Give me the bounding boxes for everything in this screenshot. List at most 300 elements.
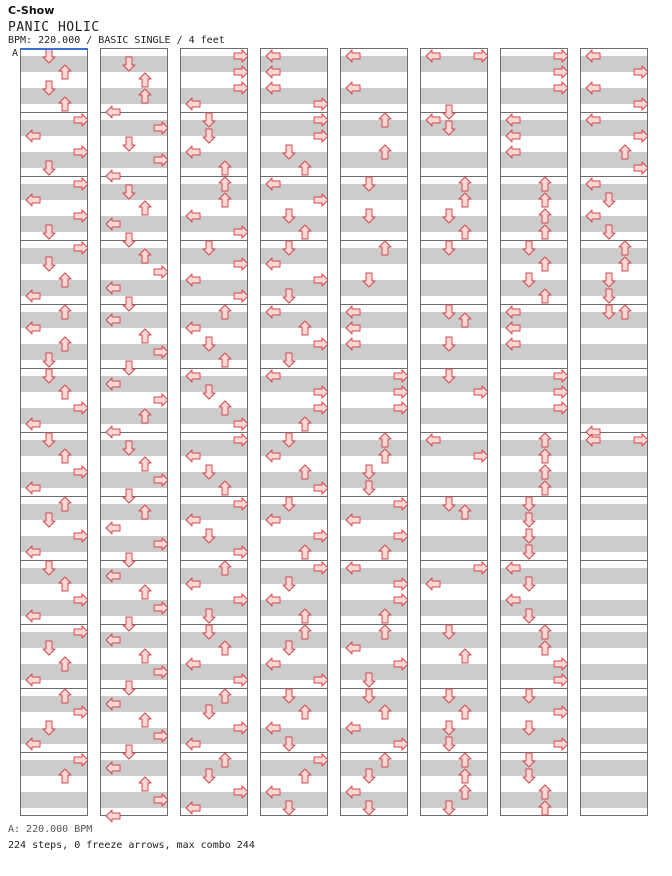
beat-band	[581, 632, 647, 648]
arrow-right-icon	[73, 464, 89, 480]
beat-band	[421, 536, 487, 552]
chart-column	[420, 48, 488, 816]
arrow-up-icon	[537, 224, 553, 240]
arrow-left-icon	[185, 96, 201, 112]
arrow-right-icon	[313, 752, 329, 768]
arrow-up-icon	[377, 448, 393, 464]
arrow-down-icon	[281, 208, 297, 224]
arrow-down-icon	[281, 144, 297, 160]
arrow-down-icon	[201, 128, 217, 144]
arrow-down-icon	[601, 192, 617, 208]
arrow-right-icon	[633, 160, 649, 176]
column-bottom-line	[581, 815, 647, 816]
arrow-up-icon	[297, 160, 313, 176]
arrow-right-icon	[313, 272, 329, 288]
arrow-left-icon	[265, 512, 281, 528]
arrow-right-icon	[553, 80, 569, 96]
arrow-up-icon	[617, 256, 633, 272]
arrow-right-icon	[153, 728, 169, 744]
arrow-down-icon	[121, 296, 137, 312]
arrow-right-icon	[313, 128, 329, 144]
beat-band	[341, 152, 407, 168]
arrow-up-icon	[57, 688, 73, 704]
arrow-down-icon	[521, 768, 537, 784]
site-title: C-Show	[8, 4, 55, 17]
arrow-down-icon	[201, 528, 217, 544]
arrow-down-icon	[41, 352, 57, 368]
arrow-up-icon	[217, 752, 233, 768]
arrow-left-icon	[25, 736, 41, 752]
arrow-down-icon	[441, 800, 457, 816]
beat-band	[421, 152, 487, 168]
arrow-left-icon	[505, 304, 521, 320]
arrow-right-icon	[153, 472, 169, 488]
arrow-down-icon	[521, 608, 537, 624]
arrow-right-icon	[393, 528, 409, 544]
arrow-down-icon	[201, 464, 217, 480]
arrow-right-icon	[313, 192, 329, 208]
arrow-right-icon	[553, 64, 569, 80]
arrow-down-icon	[441, 496, 457, 512]
arrow-down-icon	[281, 288, 297, 304]
arrow-right-icon	[393, 736, 409, 752]
arrow-up-icon	[297, 704, 313, 720]
arrow-down-icon	[601, 288, 617, 304]
arrow-left-icon	[105, 216, 121, 232]
arrow-up-icon	[57, 576, 73, 592]
measure-line	[181, 560, 247, 561]
arrow-up-icon	[137, 200, 153, 216]
arrow-up-icon	[457, 704, 473, 720]
arrow-down-icon	[521, 240, 537, 256]
arrow-up-icon	[297, 544, 313, 560]
arrow-down-icon	[281, 736, 297, 752]
arrow-left-icon	[105, 104, 121, 120]
arrow-down-icon	[361, 208, 377, 224]
arrow-left-icon	[105, 424, 121, 440]
arrow-left-icon	[185, 448, 201, 464]
arrow-left-icon	[185, 208, 201, 224]
arrow-left-icon	[345, 512, 361, 528]
arrow-up-icon	[537, 464, 553, 480]
arrow-left-icon	[185, 656, 201, 672]
beat-band	[421, 472, 487, 488]
beat-band	[181, 184, 247, 200]
arrow-up-icon	[537, 784, 553, 800]
arrow-right-icon	[233, 80, 249, 96]
arrow-up-icon	[537, 176, 553, 192]
arrow-up-icon	[377, 608, 393, 624]
measure-line	[21, 496, 87, 497]
arrow-right-icon	[313, 400, 329, 416]
beat-band	[21, 792, 87, 808]
arrow-left-icon	[25, 320, 41, 336]
measure-line	[501, 176, 567, 177]
arrow-left-icon	[265, 176, 281, 192]
beat-band	[101, 88, 167, 104]
arrow-right-icon	[233, 784, 249, 800]
arrow-up-icon	[297, 224, 313, 240]
bpm-change-line	[20, 48, 88, 50]
arrow-down-icon	[521, 544, 537, 560]
arrow-right-icon	[73, 704, 89, 720]
arrow-down-icon	[521, 752, 537, 768]
beat-band	[501, 216, 567, 232]
arrow-left-icon	[25, 672, 41, 688]
arrow-up-icon	[137, 456, 153, 472]
arrow-left-icon	[345, 304, 361, 320]
arrow-down-icon	[521, 272, 537, 288]
arrow-right-icon	[313, 480, 329, 496]
arrow-left-icon	[185, 576, 201, 592]
beat-band	[421, 280, 487, 296]
measure-line	[581, 240, 647, 241]
arrow-down-icon	[121, 184, 137, 200]
arrow-down-icon	[361, 272, 377, 288]
arrow-down-icon	[121, 136, 137, 152]
arrow-up-icon	[377, 624, 393, 640]
arrow-up-icon	[377, 240, 393, 256]
arrow-up-icon	[377, 704, 393, 720]
arrow-left-icon	[265, 592, 281, 608]
arrow-up-icon	[297, 608, 313, 624]
arrow-left-icon	[345, 640, 361, 656]
arrow-left-icon	[425, 112, 441, 128]
arrow-up-icon	[137, 504, 153, 520]
measure-line	[581, 368, 647, 369]
arrow-up-icon	[57, 448, 73, 464]
arrow-up-icon	[137, 88, 153, 104]
arrow-left-icon	[265, 720, 281, 736]
measure-line	[181, 176, 247, 177]
arrow-up-icon	[537, 208, 553, 224]
arrow-down-icon	[41, 80, 57, 96]
arrow-right-icon	[473, 48, 489, 64]
arrow-right-icon	[553, 48, 569, 64]
arrow-down-icon	[361, 464, 377, 480]
arrow-right-icon	[233, 416, 249, 432]
chart-info: BPM: 220.000 / BASIC SINGLE / 4 feet	[8, 35, 225, 46]
measure-line	[421, 176, 487, 177]
arrow-up-icon	[457, 784, 473, 800]
arrow-right-icon	[633, 432, 649, 448]
arrow-down-icon	[281, 576, 297, 592]
arrow-down-icon	[441, 208, 457, 224]
arrow-right-icon	[153, 264, 169, 280]
arrow-right-icon	[233, 432, 249, 448]
arrow-down-icon	[121, 552, 137, 568]
arrow-up-icon	[137, 408, 153, 424]
measure-line	[341, 432, 407, 433]
arrow-left-icon	[25, 416, 41, 432]
arrow-right-icon	[73, 400, 89, 416]
arrow-left-icon	[185, 272, 201, 288]
arrow-right-icon	[153, 536, 169, 552]
arrow-left-icon	[265, 64, 281, 80]
chart-column	[260, 48, 328, 816]
beat-band	[581, 568, 647, 584]
arrow-right-icon	[73, 176, 89, 192]
arrow-down-icon	[361, 688, 377, 704]
arrow-up-icon	[537, 192, 553, 208]
arrow-up-icon	[57, 384, 73, 400]
arrow-up-icon	[137, 72, 153, 88]
beat-band	[581, 376, 647, 392]
beat-band	[101, 248, 167, 264]
song-title: PANIC HOLIC	[8, 20, 100, 35]
chart-column	[340, 48, 408, 816]
arrow-right-icon	[393, 400, 409, 416]
arrow-up-icon	[457, 176, 473, 192]
arrow-up-icon	[137, 584, 153, 600]
measure-line	[581, 752, 647, 753]
column-bottom-line	[21, 815, 87, 816]
arrow-right-icon	[393, 496, 409, 512]
beat-band	[101, 504, 167, 520]
arrow-right-icon	[473, 560, 489, 576]
beat-band	[581, 472, 647, 488]
arrow-up-icon	[457, 648, 473, 664]
arrow-left-icon	[585, 432, 601, 448]
arrow-right-icon	[153, 344, 169, 360]
arrow-left-icon	[105, 168, 121, 184]
arrow-down-icon	[281, 352, 297, 368]
beat-band	[501, 184, 567, 200]
arrow-left-icon	[265, 656, 281, 672]
arrow-left-icon	[585, 112, 601, 128]
measure-line	[21, 304, 87, 305]
measure-line	[581, 560, 647, 561]
arrow-left-icon	[185, 320, 201, 336]
beat-band	[581, 600, 647, 616]
arrow-up-icon	[297, 320, 313, 336]
arrow-left-icon	[25, 544, 41, 560]
arrow-left-icon	[345, 80, 361, 96]
arrow-down-icon	[281, 800, 297, 816]
arrow-right-icon	[313, 528, 329, 544]
arrow-right-icon	[553, 736, 569, 752]
arrow-right-icon	[73, 112, 89, 128]
chart-column	[20, 48, 88, 816]
arrow-up-icon	[297, 624, 313, 640]
arrow-left-icon	[505, 112, 521, 128]
arrow-down-icon	[601, 304, 617, 320]
arrow-down-icon	[521, 528, 537, 544]
arrow-down-icon	[121, 232, 137, 248]
arrow-right-icon	[313, 560, 329, 576]
arrow-right-icon	[553, 384, 569, 400]
arrow-up-icon	[297, 416, 313, 432]
beat-band	[581, 664, 647, 680]
arrow-up-icon	[617, 304, 633, 320]
arrow-right-icon	[313, 384, 329, 400]
arrow-left-icon	[505, 560, 521, 576]
arrow-right-icon	[73, 208, 89, 224]
arrow-down-icon	[201, 336, 217, 352]
beat-band	[341, 248, 407, 264]
arrow-right-icon	[313, 96, 329, 112]
arrow-left-icon	[25, 288, 41, 304]
arrow-up-icon	[217, 688, 233, 704]
arrow-up-icon	[457, 224, 473, 240]
arrow-left-icon	[265, 368, 281, 384]
arrow-down-icon	[441, 368, 457, 384]
arrow-right-icon	[73, 240, 89, 256]
arrow-right-icon	[233, 48, 249, 64]
arrow-left-icon	[105, 312, 121, 328]
arrow-down-icon	[121, 616, 137, 632]
column-bottom-line	[501, 815, 567, 816]
arrow-left-icon	[425, 576, 441, 592]
arrow-down-icon	[201, 704, 217, 720]
arrow-up-icon	[137, 648, 153, 664]
beat-band	[581, 408, 647, 424]
arrow-up-icon	[457, 192, 473, 208]
arrow-down-icon	[121, 360, 137, 376]
arrow-left-icon	[345, 784, 361, 800]
measure-line	[341, 112, 407, 113]
arrow-down-icon	[121, 488, 137, 504]
arrow-right-icon	[233, 288, 249, 304]
arrow-up-icon	[297, 768, 313, 784]
footer-stats: 224 steps, 0 freeze arrows, max combo 244	[8, 840, 255, 851]
arrow-down-icon	[121, 56, 137, 72]
arrow-right-icon	[73, 528, 89, 544]
arrow-up-icon	[537, 800, 553, 816]
arrow-down-icon	[41, 432, 57, 448]
arrow-down-icon	[521, 496, 537, 512]
arrow-right-icon	[153, 600, 169, 616]
arrow-up-icon	[217, 400, 233, 416]
arrow-right-icon	[153, 120, 169, 136]
arrow-left-icon	[105, 632, 121, 648]
arrow-left-icon	[185, 368, 201, 384]
bpm-marker: A	[12, 48, 19, 59]
arrow-up-icon	[217, 640, 233, 656]
beat-band	[581, 536, 647, 552]
arrow-left-icon	[505, 128, 521, 144]
arrow-right-icon	[233, 672, 249, 688]
arrow-right-icon	[153, 392, 169, 408]
beat-band	[421, 760, 487, 776]
measure-line	[581, 496, 647, 497]
beat-band	[581, 248, 647, 264]
arrow-right-icon	[633, 96, 649, 112]
measure-line	[581, 688, 647, 689]
arrow-left-icon	[585, 48, 601, 64]
arrow-left-icon	[585, 176, 601, 192]
arrow-up-icon	[377, 432, 393, 448]
beat-band	[501, 632, 567, 648]
arrow-down-icon	[441, 688, 457, 704]
arrow-down-icon	[41, 256, 57, 272]
arrow-left-icon	[25, 192, 41, 208]
arrow-left-icon	[105, 376, 121, 392]
arrow-left-icon	[25, 608, 41, 624]
arrow-right-icon	[153, 792, 169, 808]
arrow-down-icon	[521, 720, 537, 736]
arrow-down-icon	[281, 240, 297, 256]
arrow-right-icon	[393, 384, 409, 400]
arrow-down-icon	[281, 496, 297, 512]
arrow-left-icon	[185, 736, 201, 752]
arrow-up-icon	[137, 328, 153, 344]
arrow-left-icon	[345, 336, 361, 352]
measure-line	[341, 752, 407, 753]
arrow-down-icon	[441, 240, 457, 256]
arrow-down-icon	[441, 120, 457, 136]
arrow-right-icon	[393, 368, 409, 384]
arrow-down-icon	[201, 608, 217, 624]
arrow-down-icon	[41, 720, 57, 736]
arrow-right-icon	[553, 672, 569, 688]
arrow-right-icon	[313, 112, 329, 128]
beat-band	[581, 696, 647, 712]
arrow-down-icon	[41, 224, 57, 240]
arrow-down-icon	[201, 384, 217, 400]
measure-line	[501, 432, 567, 433]
arrow-up-icon	[137, 712, 153, 728]
arrow-left-icon	[105, 808, 121, 824]
arrow-right-icon	[73, 144, 89, 160]
beat-band	[581, 760, 647, 776]
arrow-up-icon	[457, 312, 473, 328]
arrow-up-icon	[57, 304, 73, 320]
chart-column	[100, 48, 168, 816]
arrow-up-icon	[57, 656, 73, 672]
arrow-right-icon	[73, 752, 89, 768]
arrow-up-icon	[217, 304, 233, 320]
beat-band	[581, 344, 647, 360]
arrow-right-icon	[233, 592, 249, 608]
arrow-up-icon	[457, 768, 473, 784]
arrow-left-icon	[265, 80, 281, 96]
arrow-up-icon	[297, 464, 313, 480]
measure-line	[261, 624, 327, 625]
arrow-left-icon	[505, 336, 521, 352]
arrow-up-icon	[57, 768, 73, 784]
arrow-down-icon	[41, 48, 57, 64]
arrow-down-icon	[521, 688, 537, 704]
arrow-left-icon	[425, 432, 441, 448]
arrow-left-icon	[345, 320, 361, 336]
arrow-up-icon	[217, 352, 233, 368]
beat-band	[501, 792, 567, 808]
beat-band	[421, 664, 487, 680]
arrow-right-icon	[233, 224, 249, 240]
arrow-up-icon	[537, 256, 553, 272]
arrow-down-icon	[361, 480, 377, 496]
arrow-left-icon	[345, 720, 361, 736]
arrow-right-icon	[313, 336, 329, 352]
arrow-left-icon	[265, 448, 281, 464]
arrow-left-icon	[505, 144, 521, 160]
arrow-up-icon	[537, 288, 553, 304]
beat-band	[421, 408, 487, 424]
measure-line	[21, 688, 87, 689]
beat-band	[421, 600, 487, 616]
arrow-down-icon	[41, 160, 57, 176]
arrow-up-icon	[217, 480, 233, 496]
arrow-down-icon	[121, 680, 137, 696]
arrow-down-icon	[521, 512, 537, 528]
arrow-up-icon	[217, 160, 233, 176]
arrow-down-icon	[361, 176, 377, 192]
arrow-up-icon	[617, 144, 633, 160]
arrow-up-icon	[377, 752, 393, 768]
measure-line	[181, 304, 247, 305]
beat-band	[341, 120, 407, 136]
